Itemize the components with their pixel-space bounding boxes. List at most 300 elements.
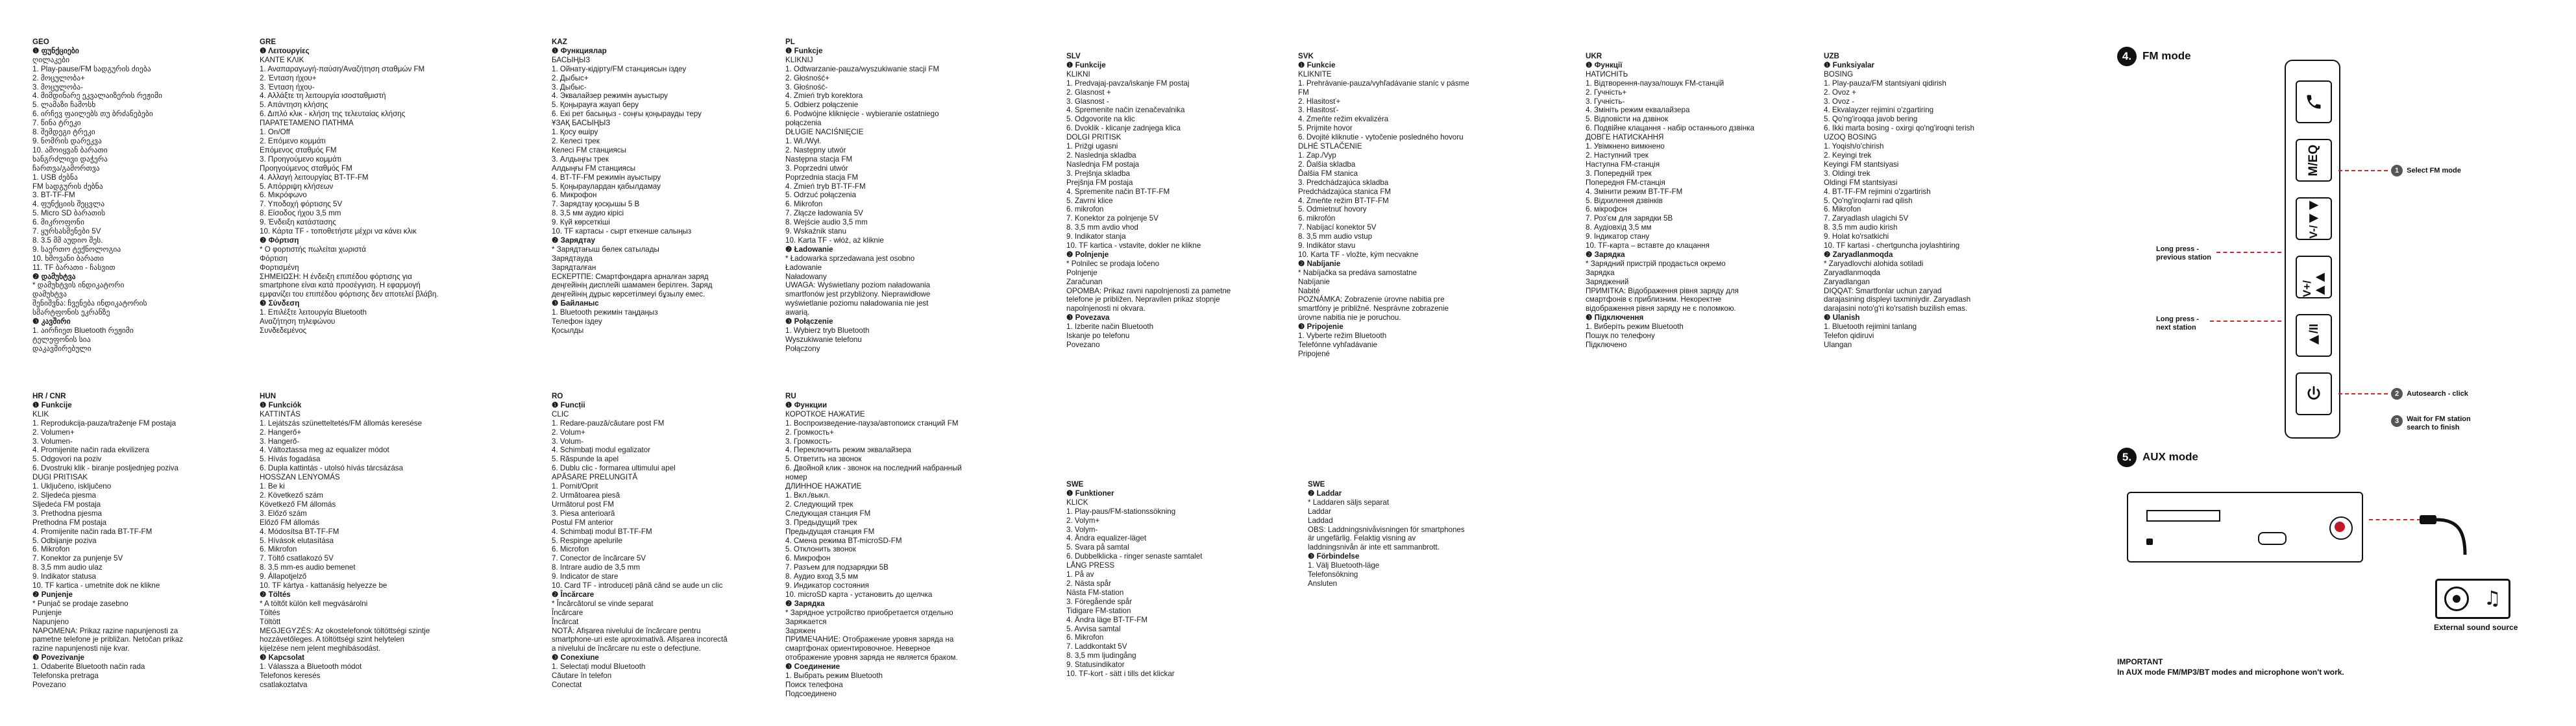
section-heading: ❷ Punjenje: [32, 590, 73, 599]
instruction-line: 5. ლამაზი ჩამოსხ: [32, 101, 96, 110]
instruction-line: Telefonsökning: [1308, 570, 1358, 579]
instruction-line: 3. BT-TF-FM: [32, 191, 75, 200]
instruction-line: 6. Dvoklik - klicanje zadnjega klica: [1066, 124, 1181, 133]
instruction-line: ДЛИННОЕ НАЖАТИЕ: [785, 482, 862, 491]
instruction-line: Telefónne vyhľadávanie: [1298, 341, 1377, 349]
instruction-line: Заряжен: [785, 626, 816, 635]
instruction-line: 7. Konektor za polnjenje 5V: [1066, 214, 1159, 223]
instruction-line: Зарядтауда: [552, 254, 593, 263]
instruction-line: NOTĂ: Afișarea nivelului de încărcare pentru: [552, 626, 701, 635]
section-heading: ❸ Ulanish: [1824, 313, 1860, 322]
instruction-line: 6. Dvojité kliknutie - vytočenie posledného hovoru: [1298, 133, 1464, 142]
instruction-line: 2. Наступний трек: [1586, 151, 1649, 160]
instruction-line: 3. Prethodna pjesma: [32, 509, 102, 518]
instruction-line: 7. Töltő csatlakozó 5V: [260, 554, 334, 563]
instruction-line: 9. Indikator stanja: [1066, 232, 1126, 241]
instruction-line: 3. Предыдущий трек: [785, 518, 857, 527]
instruction-line: 9. Күй көрсеткіші: [552, 218, 610, 227]
instruction-line: ЕСКЕРТПЕ: Смартфондарға арналған заряд: [552, 272, 709, 281]
instruction-line: 5. Отклонить звонок: [785, 545, 856, 554]
column-heading: UKR: [1586, 52, 1602, 60]
instruction-line: 9. Statusindikator: [1066, 660, 1125, 670]
instruction-line: 4. Schimbați modul BT-TF-FM: [552, 527, 652, 536]
instruction-line: 6. мікрофон: [1586, 205, 1627, 214]
aux-jack-inner: [2335, 522, 2345, 532]
external-sound-source: [2435, 579, 2510, 619]
instruction-line: smartphone-uri este aproximativă. Afișarea incorectă: [552, 635, 728, 644]
instruction-line: 3. Ovoz -: [1824, 97, 1855, 106]
instruction-line: 5. Відхилення дзвінків: [1586, 196, 1663, 205]
instruction-line: 4. Ekvalayzer rejimini o'zgartiring: [1824, 106, 1934, 115]
instruction-line: 9. Индикатор состояния: [785, 581, 869, 590]
callout-3-badge: 3: [2391, 415, 2403, 427]
instruction-line: 5. Avvisa samtal: [1066, 624, 1121, 633]
volume-down-prev-label: V-/◀◀: [2307, 199, 2320, 239]
instruction-line: 9. Indikátor stavu: [1298, 241, 1356, 250]
instruction-line: Zaryadlanmoqda: [1824, 268, 1881, 277]
section-heading: ❶ ფუნქციები: [32, 46, 79, 55]
instruction-line: * Ο φορτιστής πωλείται χωριστά: [260, 245, 366, 254]
instruction-line: 10. microSD карта - установить до щелчка: [785, 590, 933, 599]
instruction-line: Laddad: [1308, 516, 1333, 525]
instruction-line: 3. Glasnost -: [1066, 97, 1109, 106]
instruction-line: Oldingi FM stantsiyasi: [1824, 178, 1898, 187]
instruction-line: 3. Προηγούμενο κομμάτι: [260, 154, 341, 163]
instruction-line: Επόμενος σταθμός FM: [260, 145, 337, 154]
instruction-line: 5. Қоңыраулардан қабылдамау: [552, 182, 661, 191]
instruction-line: är ungefärlig. Felaktig visning av: [1308, 534, 1416, 543]
instruction-line: 3. Hlasitosť-: [1298, 106, 1339, 115]
instruction-line: 2. Keyingi trek: [1824, 151, 1872, 160]
speaker-icon: [2444, 587, 2469, 611]
instruction-line: 8. 3,5 mm audio kirish: [1824, 223, 1898, 232]
volume-up-next-button[interactable]: [2296, 256, 2332, 298]
callout-line-autosearch: [2338, 393, 2388, 394]
instruction-line: Naładowany: [785, 272, 827, 281]
instruction-line: 9. Holat ko'rsatkichi: [1824, 232, 1889, 241]
volume-down-prev-button[interactable]: [2296, 197, 2332, 240]
instruction-line: 5. Zavrni klice: [1066, 196, 1113, 205]
instruction-line: 1. Pornit/Oprit: [552, 482, 598, 491]
instruction-line: 1. Lejátszás szünetteltetés/FM állomás keresése: [260, 418, 423, 428]
instruction-line: Zaryadlangan: [1824, 277, 1870, 286]
instruction-line: Połączony: [785, 344, 820, 353]
instruction-line: 4. BT-TF-FM режимін ауыстыру: [552, 173, 661, 182]
play-pause-button[interactable]: [2296, 314, 2332, 357]
instruction-line: 6. Mikrofon: [32, 545, 70, 554]
instruction-line: DIQQAT: Smartfonlar uchun zaryad: [1824, 286, 1942, 295]
instruction-line: smartphone είναι κατά προσέγγιση. Η εφαρμογή: [260, 281, 421, 290]
instruction-line: * A töltőt külön kell megvásárolni: [260, 599, 368, 608]
instruction-line: Αναζήτηση τηλεφώνου: [260, 317, 336, 326]
instruction-line: KLIKNIJ: [785, 55, 813, 64]
instruction-line: 7. Роз'єм для зарядки 5В: [1586, 214, 1673, 223]
instruction-line: 10. TF kartasi - chertguncha joylashtiring: [1824, 241, 1960, 250]
instruction-line: KLIKNITE: [1298, 69, 1332, 79]
column-pl: [785, 38, 939, 354]
instruction-line: Заряжается: [785, 617, 827, 626]
instruction-line: 1. Bluetooth rejimini tanlang: [1824, 322, 1917, 332]
instruction-line: ΚΑΝΤΕ ΚΛΙΚ: [260, 55, 304, 64]
fm-mode-title-text: FM mode: [2142, 49, 2191, 62]
instruction-line: * Зарядное устройство приобретается отдельно: [785, 608, 953, 617]
instruction-line: csatlakoztatva: [260, 681, 308, 689]
section-heading: ❷ დამუხტვა: [32, 272, 76, 281]
instruction-line: hozzávetőleges. A töltöttségi szint helytelen: [260, 635, 404, 644]
instruction-line: 2. Hangerő+: [260, 428, 302, 437]
instruction-line: awarią.: [785, 308, 810, 317]
instruction-line: деңгейінің дұрыс көрсетілмеуі бұзылу емес.: [552, 290, 705, 299]
instruction-line: 2. Głośność+: [785, 73, 829, 82]
instruction-line: 7. Laddkontakt 5V: [1066, 642, 1127, 651]
instruction-line: 7. Konektor za punjenje 5V: [32, 554, 123, 563]
instruction-line: 3. Piesa anterioară: [552, 509, 615, 518]
instruction-line: 7. Разъем для подзарядки 5В: [785, 563, 889, 572]
instruction-line: Prejšnja FM postaja: [1066, 178, 1133, 187]
instruction-line: MEGJEGYZÉS: Az okostelefonok töltöttségi szintje: [260, 626, 430, 635]
instruction-line: 4. BT-TF-FM rejimini o'zgartirish: [1824, 187, 1931, 196]
instruction-line: Telefonos keresés: [260, 672, 321, 681]
instruction-line: 9. Ένδειξη κατάστασης: [260, 218, 336, 227]
instruction-line: 8. Είσοδος ήχου 3,5 mm: [260, 209, 341, 218]
phone-button[interactable]: [2296, 80, 2332, 123]
instruction-line: LÅNG PRESS: [1066, 561, 1115, 570]
instruction-line: Predchádzajúca stanica FM: [1298, 187, 1392, 196]
instruction-line: 1. Be ki: [260, 482, 285, 491]
instruction-line: Ulangan: [1824, 341, 1852, 349]
instruction-line: 5. Răspunde la apel: [552, 455, 619, 464]
instruction-line: 6. Подвійне клацання - набір останнього дзвінка: [1586, 124, 1754, 133]
instruction-line: Προηγούμενος σταθμός FM: [260, 163, 352, 173]
column-kaz: [552, 38, 713, 335]
instruction-line: ხანგრძლივი დაჭერა: [32, 154, 108, 163]
instruction-line: APĂSARE PRELUNGITĂ: [552, 473, 638, 482]
instruction-line: 8. შემდეგი ტრეკი: [32, 128, 95, 137]
column-heading: HR / CNR: [32, 392, 66, 400]
section-heading: ❶ Funkcie: [1298, 60, 1336, 69]
instruction-line: 6. ირჩევ ფაილებს თუ ბრძანებები: [32, 110, 153, 119]
column-hr: [32, 392, 183, 690]
instruction-line: połączenia: [785, 119, 822, 128]
aux-mode-title: [2117, 448, 2198, 467]
instruction-line: Nabité: [1298, 286, 1320, 295]
instruction-line: KLIK: [32, 409, 49, 418]
instruction-line: Căutare în telefon: [552, 672, 612, 681]
instruction-line: 6. Mikrofon: [785, 200, 823, 209]
instruction-line: 8. 3.5 მმ აუდიო შეს.: [32, 236, 103, 245]
section-heading: ❶ Funkcije: [1066, 60, 1106, 69]
instruction-line: 4. Zmeňte režim ekvalizéra: [1298, 115, 1389, 124]
column-heading: HUN: [260, 392, 276, 400]
callout-wait: [2391, 415, 2471, 432]
instruction-line: Iskanje po telefonu: [1066, 332, 1130, 341]
instruction-line: Заряджений: [1586, 277, 1629, 286]
instruction-line: Підключено: [1586, 341, 1627, 349]
instruction-line: Zaračunan: [1066, 277, 1103, 286]
section-heading: ❶ Funkcje: [785, 46, 823, 55]
instruction-line: HOSSZAN LENYOMÁS: [260, 473, 340, 482]
instruction-line: 8. 3,5 mm-es audio bemenet: [260, 563, 356, 572]
instruction-line: 7. Złącze ładowania 5V: [785, 209, 863, 218]
instruction-line: 2. Келесі трек: [552, 136, 600, 145]
instruction-line: 5. Micro SD ბარათის: [32, 209, 106, 218]
instruction-line: 1. Vyberte režim Bluetooth: [1298, 332, 1387, 341]
instruction-line: 7. Nabíjací konektor 5V: [1298, 223, 1377, 232]
section-heading: ❸ Підключення: [1586, 313, 1644, 322]
section-heading: ❷ Töltés: [260, 590, 291, 599]
instruction-line: * დამუხტვის ინდიკატორი: [32, 281, 125, 290]
phone-icon: [2305, 93, 2323, 111]
instruction-line: Поиск телефона: [785, 681, 843, 689]
instruction-line: 6. Ikki marta bosing - oxirgi qo'ng'iroqni terish: [1824, 124, 1974, 133]
instruction-line: 4. Ändra equalizer-läget: [1066, 534, 1147, 543]
instruction-line: 4. Змінити режим BT-TF-FM: [1586, 187, 1683, 196]
instruction-line: 3. Hangerő-: [260, 437, 300, 446]
instruction-line: დამუხტვა: [32, 290, 67, 299]
instruction-line: 10. TF kártya - kattanásig helyezze be: [260, 581, 387, 590]
instruction-line: FM სადგურის ძებნა: [32, 182, 103, 191]
instruction-line: 4. Spremenite način BT-TF-FM: [1066, 187, 1170, 196]
fm-mode-number: 4.: [2117, 47, 2137, 66]
section-heading: ❷ Laddar: [1308, 489, 1342, 498]
instruction-line: NAPOMENA: Prikaz razine napunjenosti za: [32, 626, 178, 635]
instruction-line: 5. Odrzuć połączenia: [785, 191, 856, 200]
column-heading: GEO: [32, 38, 49, 46]
callout-line-select: [2338, 170, 2388, 171]
section-heading: ❷ Încărcare: [552, 590, 595, 599]
instruction-line: 8. 3,5 mm audio vstup: [1298, 232, 1373, 241]
instruction-line: 10. Karta TF - włóż, aż kliknie: [785, 236, 884, 245]
long-press-previous-label: Long press - previous station: [2156, 245, 2211, 261]
instruction-line: смартфонах ориентировочное. Неверное: [785, 644, 931, 653]
instruction-line: 8. Intrare audio de 3,5 mm: [552, 563, 640, 572]
section-heading: ❶ Функциялар: [552, 46, 607, 55]
instruction-line: 2. Громкость+: [785, 428, 834, 437]
instruction-line: 2. Nästa spår: [1066, 579, 1111, 588]
instruction-line: 3. Дыбыс-: [552, 82, 587, 91]
instruction-line: Предыдущая станция FM: [785, 527, 875, 536]
instruction-line: 2. Ένταση ήχου+: [260, 73, 317, 82]
instruction-line: 2. მოცულობა+: [32, 73, 85, 82]
instruction-line: Telefonska pretraga: [32, 672, 99, 681]
instruction-line: pametne telefone je približan. Netočan prikaz: [32, 635, 184, 644]
instruction-line: 9. Indicator de stare: [552, 572, 619, 581]
long-press-next-label: Long press - next station: [2156, 315, 2200, 332]
fm-mode-title: [2117, 47, 2191, 66]
instruction-line: 3. Poprzedni utwór: [785, 163, 848, 173]
instruction-line: 3. Előző szám: [260, 509, 307, 518]
instruction-line: laddningsnivån är inte ett sammanbrott.: [1308, 543, 1440, 552]
instruction-line: Алдыңғы FM станциясы: [552, 163, 636, 173]
instruction-line: 6. Podwójne kliknięcie - wybieranie ostatniego: [785, 110, 939, 119]
instruction-line: Келесі FM станциясы: [552, 145, 626, 154]
instruction-line: 10. TF kartica - vstavite, dokler ne klikne: [1066, 241, 1201, 250]
instruction-line: 10. TF-kort - sätt i tills det klickar: [1066, 670, 1175, 679]
section-heading: ❷ Зарядтау: [552, 236, 595, 245]
callout-wait-text: Wait for FM station search to finish: [2407, 415, 2471, 431]
music-note-icon: ♫: [2483, 587, 2501, 610]
instruction-line: 4. Spremenite način izenačevalnika: [1066, 106, 1185, 115]
instruction-line: Ładowanie: [785, 263, 822, 272]
section-heading: ❸ Povezivanje: [32, 653, 84, 662]
section-heading: ❶ Funksiyalar: [1824, 60, 1875, 69]
mode-eq-button[interactable]: [2296, 139, 2332, 182]
instruction-line: 2. Volum+: [552, 428, 585, 437]
play-pause-label: ▶/II: [2307, 323, 2320, 347]
instruction-line: Poprzednia stacja FM: [785, 173, 859, 182]
instruction-line: Napunjeno: [32, 617, 69, 626]
instruction-line: 2. Glasnost +: [1066, 88, 1111, 97]
instruction-line: відображення рівня заряду не є поломкою.: [1586, 304, 1736, 313]
instruction-line: 7. Υποδοχή φόρτισης 5V: [260, 200, 343, 209]
instruction-line: 6. Mikrofon: [1824, 205, 1861, 214]
column-heading: UZB: [1824, 52, 1839, 60]
instruction-line: 8. Аудио вход 3,5 мм: [785, 572, 859, 581]
instruction-line: FM: [1298, 88, 1309, 97]
instruction-line: 5. Qo'ng'iroqlarni rad qilish: [1824, 196, 1913, 205]
section-heading: ❸ Σύνδεση: [260, 299, 300, 308]
instruction-line: Tidigare FM-station: [1066, 606, 1131, 615]
instruction-line: Ďalšia FM stanica: [1298, 169, 1358, 178]
instruction-line: 10. TF kartica - umetnite dok ne klikne: [32, 581, 160, 590]
instruction-line: 5. Odbierz połączenie: [785, 101, 859, 110]
section-heading: ❶ Funkciók: [260, 400, 302, 409]
instruction-line: 4. Смена режима BT-microSD-FM: [785, 536, 902, 545]
instruction-line: 1. Play-pauza/FM stantsiyani qidirish: [1824, 79, 1946, 88]
section-heading: ❸ Соединение: [785, 662, 840, 672]
instruction-line: ҰЗАҚ БАСЫҢЫЗ: [552, 119, 611, 128]
instruction-line: POZNÁMKA: Zobrazenie úrovne nabitia pre: [1298, 295, 1445, 304]
section-heading: ❸ Kapcsolat: [260, 653, 305, 662]
instruction-line: 8. 3,5 mm audio ulaz: [32, 563, 103, 572]
instruction-line: smartfonów jest przybliżony. Nieprawidłowe: [785, 290, 931, 299]
volume-up-next-label: V+/▶▶: [2301, 271, 2326, 297]
instruction-line: darajasining displeyi taxminiydir. Zaryadlash: [1824, 295, 1971, 304]
instruction-line: 3. Prejšnja skladba: [1066, 169, 1130, 178]
instruction-line: 10. Card TF - introduceți până când se aude un clic: [552, 581, 723, 590]
column-heading: SLV: [1066, 52, 1081, 60]
instruction-line: * Nabíjačka sa predáva samostatne: [1298, 268, 1417, 277]
instruction-line: 8. 3,5 мм аудио кірісі: [552, 209, 624, 218]
instruction-line: 2. Hlasitosť+: [1298, 97, 1341, 106]
instruction-line: OBS: Laddningsnivåvisningen för smartphones: [1308, 525, 1465, 534]
column-geo: [32, 38, 162, 354]
section-heading: ❸ Povezava: [1066, 313, 1110, 322]
instruction-line: 1. Қосу өшіру: [552, 128, 598, 137]
instruction-line: 6. Микрофон: [552, 191, 597, 200]
column-swe-2: [1308, 480, 1465, 588]
section-heading: ❷ Zaryadlanmoqda: [1824, 250, 1893, 259]
instruction-line: 2. Volym+: [1066, 516, 1100, 525]
instruction-line: 4. Переключить режим эквалайзера: [785, 446, 911, 455]
usb-c-port: [2258, 532, 2287, 545]
instruction-line: * Punjač se prodaje zasebno: [32, 599, 129, 608]
instruction-line: KLICK: [1066, 498, 1088, 507]
instruction-line: * Ładowarka sprzedawana jest osobno: [785, 254, 915, 263]
instruction-line: დაკავშირებული: [32, 344, 92, 353]
instruction-line: 6. Dublu clic - formarea ultimului apel: [552, 464, 676, 473]
instruction-line: UWAGA: Wyświetlany poziom naładowania: [785, 281, 931, 290]
instruction-line: 2. Następny utwór: [785, 145, 846, 154]
instruction-line: 6. Dubbelklicka - ringer senaste samtalet: [1066, 552, 1203, 561]
instruction-line: 9. ნომრის დარეკვა: [32, 136, 102, 145]
instruction-line: 4. Ändra läge BT-TF-FM: [1066, 615, 1147, 624]
instruction-line: 1. Zap./Vyp: [1298, 151, 1336, 160]
section-heading: ❷ Φόρτιση: [260, 236, 299, 245]
instruction-line: 6. Екі рет басыңыз - соңғы қоңырауды теру: [552, 110, 702, 119]
instruction-line: 3. Głośność-: [785, 82, 828, 91]
instruction-line: 1. Αναπαραγωγή-παύση/Αναζήτηση σταθμών FM: [260, 64, 425, 73]
instruction-line: Қосылды: [552, 326, 584, 335]
instruction-line: Попередня FM-станція: [1586, 178, 1665, 187]
instruction-line: 1. Selectați modul Bluetooth: [552, 662, 646, 672]
instruction-line: 1. Воспроизведение-пауза/автопоиск станций FM: [785, 418, 959, 428]
power-button[interactable]: [2296, 372, 2332, 415]
instruction-line: 2. Ovoz +: [1824, 88, 1856, 97]
section-heading: ❶ Funkcije: [32, 400, 72, 409]
column-heading: GRE: [260, 38, 276, 46]
instruction-line: Următorul post FM: [552, 500, 614, 509]
instruction-line: 7. Зарядтау қосқышы 5 В: [552, 200, 640, 209]
callout-select: [2391, 165, 2461, 176]
instruction-line: 2. Επόμενο κομμάτι: [260, 136, 326, 145]
instruction-line: 4. ფუნქციის შეცვლა: [32, 200, 105, 209]
instruction-line: 4. Αλλαγή λειτουργίας BT-TF-FM: [260, 173, 369, 182]
instruction-line: 10. Karta TF - vložte, kým necvakne: [1298, 250, 1419, 259]
instruction-line: Następna stacja FM: [785, 154, 853, 163]
section-heading: ❸ Połączenie: [785, 317, 833, 326]
instruction-line: Зарядталған: [552, 263, 596, 272]
section-heading: ❸ კავშირი: [32, 317, 71, 326]
instruction-line: Prethodna FM postaja: [32, 518, 107, 527]
instruction-line: 5. Odmietnuť hovory: [1298, 205, 1367, 214]
section-heading: ❷ Ładowanie: [785, 245, 833, 254]
instruction-line: 3. Oldingi trek: [1824, 169, 1871, 178]
instruction-line: 2. Következő szám: [260, 490, 323, 500]
section-heading: ❸ Байланыс: [552, 299, 599, 308]
instruction-line: 3. Föregående spår: [1066, 597, 1133, 606]
instruction-line: შენიშვნა: ჩვენება ინდიკატორის: [32, 299, 147, 308]
instruction-line: 1. Bluetooth режимін таңдаңыз: [552, 308, 658, 317]
instruction-line: 9. Індикатор стану: [1586, 232, 1650, 241]
aux-mode-title-text: AUX mode: [2142, 450, 2198, 463]
instruction-line: Следующая станция FM: [785, 509, 871, 518]
column-heading: PL: [785, 38, 795, 46]
instruction-line: kijelzése nem jelent meghibásodást.: [260, 644, 381, 653]
section-heading: ❸ Förbindelse: [1308, 552, 1360, 561]
column-heading: RU: [785, 392, 796, 400]
instruction-line: 1. Prižgi ugasni: [1066, 142, 1118, 151]
column-ro: [552, 392, 728, 690]
instruction-line: Töltött: [260, 617, 281, 626]
instruction-line: 8. 3,5 mm avdio vhod: [1066, 223, 1138, 232]
instruction-line: 2. Ďalšia skladba: [1298, 160, 1356, 169]
instruction-line: 3. Алдыңғы трек: [552, 154, 609, 163]
instruction-line: Naslednja FM postaja: [1066, 160, 1140, 169]
instruction-line: CLIC: [552, 409, 569, 418]
instruction-line: 1. Uključeno, isključeno: [32, 482, 112, 491]
microsd-slot: [2146, 538, 2153, 545]
instruction-line: НАТИСНІТЬ: [1586, 69, 1628, 79]
power-icon: [2305, 385, 2323, 403]
instruction-line: 2. Гучність+: [1586, 88, 1627, 97]
instruction-line: Nabíjanie: [1298, 277, 1330, 286]
instruction-line: 9. Indikator statusa: [32, 572, 96, 581]
instruction-line: 3. მოცულობა-: [32, 82, 83, 91]
instruction-line: 1. Виберіть режим Bluetooth: [1586, 322, 1684, 332]
instruction-line: 10. Κάρτα TF - τοποθετήστε μέχρι να κάνει κλικ: [260, 227, 417, 236]
instruction-line: 10. ხმოვანი ბარათი: [32, 254, 104, 263]
